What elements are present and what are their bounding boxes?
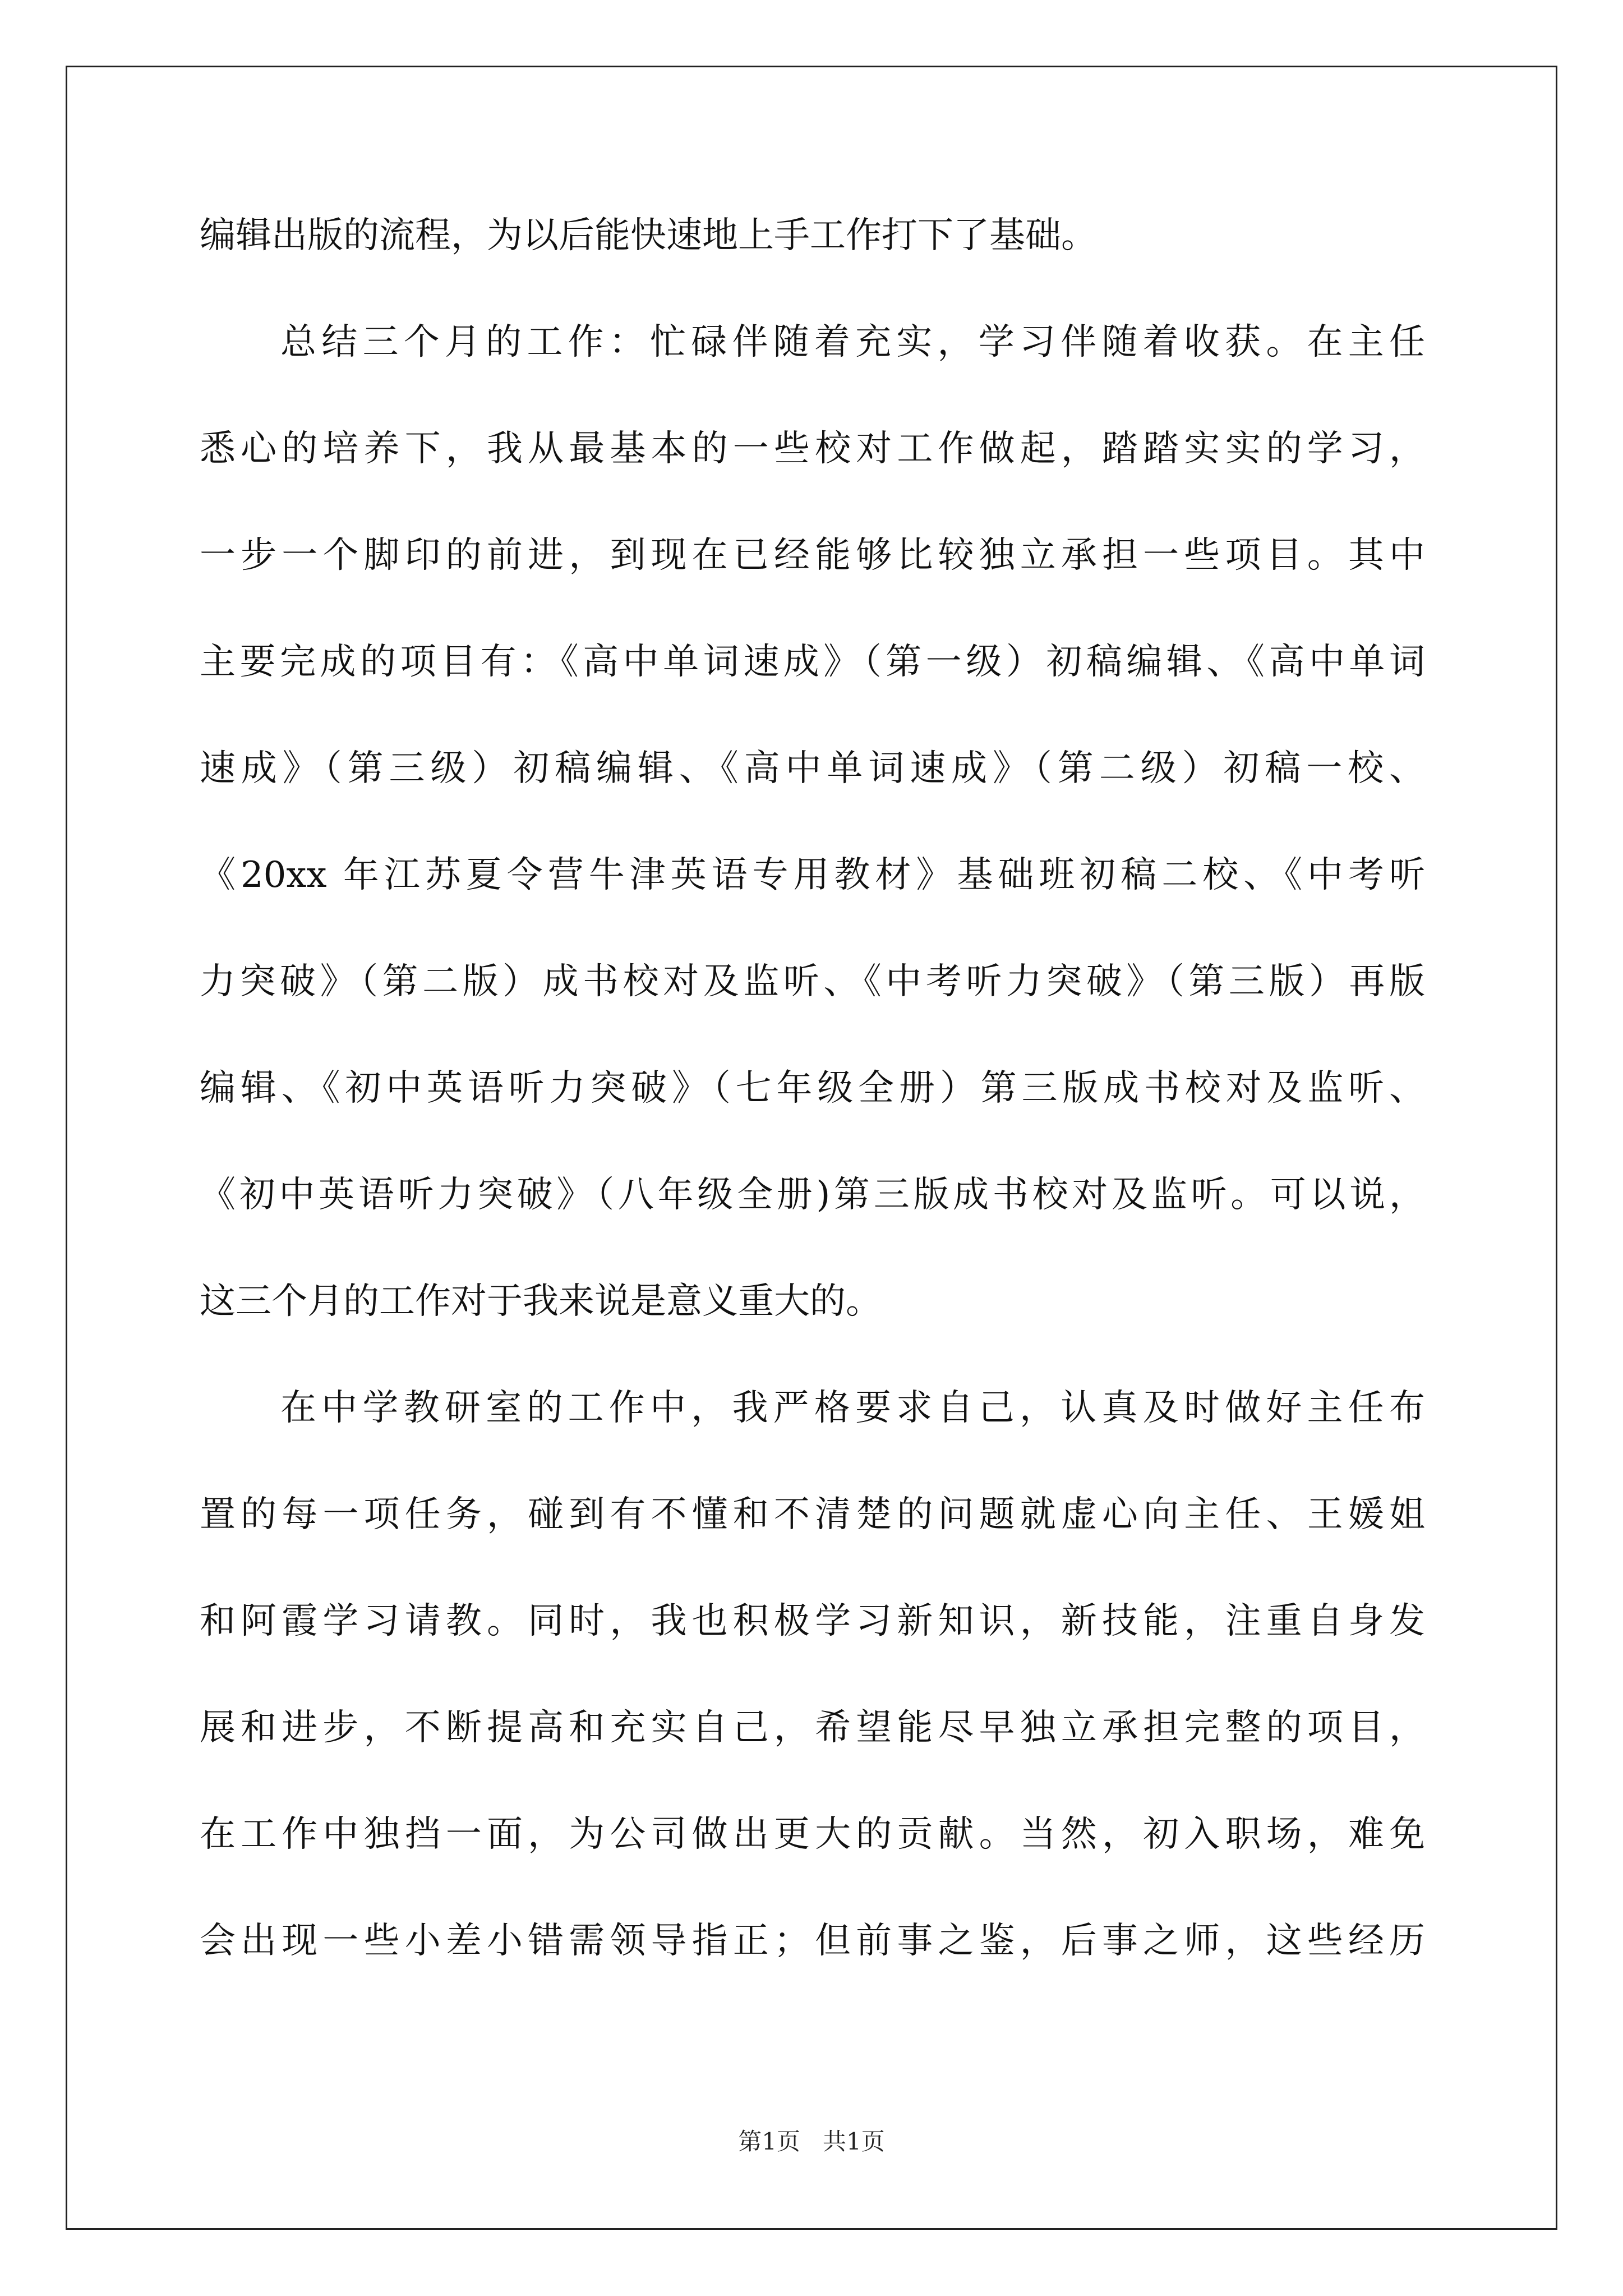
page-number-total: 共1页	[823, 2128, 885, 2155]
text-line: 《20xx 年江苏夏令营牛津英语专用教材》基础班初稿二校、《中考听	[200, 854, 1425, 896]
text-line: 总结三个月的工作：忙碌伴随着充实，学习伴随着收获。在主任	[280, 321, 1425, 363]
text-line: 和阿霞学习请教。同时，我也积极学习新知识，新技能，注重自身发	[200, 1600, 1425, 1642]
text-line: 悉心的培养下，我从最基本的一些校对工作做起，踏踏实实的学习，	[200, 428, 1425, 470]
page-footer	[0, 2128, 1623, 2156]
text-line: 速成》（第三级）初稿编辑、《高中单词速成》（第二级）初稿一校、	[200, 748, 1425, 789]
text-line: 置的每一项任务，碰到有不懂和不清楚的问题就虚心向主任、王媛姐	[200, 1494, 1425, 1535]
page-number-current: 第1页	[738, 2128, 800, 2155]
text-line: 一步一个脚印的前进，到现在已经能够比较独立承担一些项目。其中	[200, 535, 1425, 576]
page-border	[66, 66, 1557, 2230]
text-line: 在中学教研室的工作中，我严格要求自己，认真及时做好主任布	[280, 1387, 1425, 1429]
text-line: 展和进步，不断提高和充实自己，希望能尽早独立承担完整的项目，	[200, 1707, 1425, 1749]
text-line: 主要完成的项目有：《高中单词速成》（第一级）初稿编辑、《高中单词	[200, 641, 1425, 683]
text-line: 编辑、《初中英语听力突破》（七年级全册）第三版成书校对及监听、	[200, 1068, 1425, 1109]
text-line: 力突破》（第二版）成书校对及监听、《中考听力突破》（第三版）再版	[200, 961, 1425, 1002]
text-line: 编辑出版的流程，为以后能快速地上手工作打下了基础。	[200, 215, 1097, 256]
text-line: 这三个月的工作对于我来说是意义重大的。	[200, 1281, 882, 1322]
text-line: 《初中英语听力突破》（八年级全册)第三版成书校对及监听。可以说，	[200, 1174, 1425, 1216]
text-line: 在工作中独挡一面，为公司做出更大的贡献。当然，初入职场，难免	[200, 1814, 1425, 1855]
text-line: 会出现一些小差小错需领导指正；但前事之鉴，后事之师，这些经历	[200, 1920, 1425, 1962]
